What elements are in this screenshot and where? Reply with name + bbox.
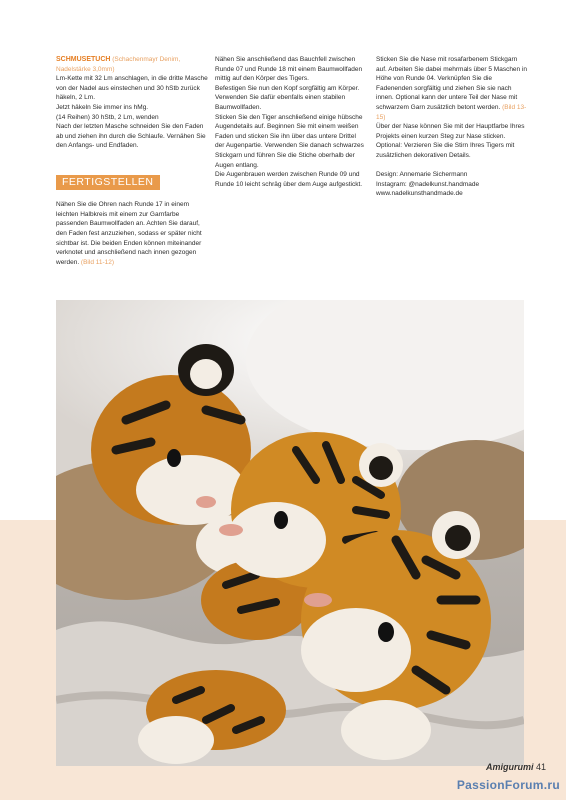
schmusetuch-yarn-note: (Schachenmayr Denim, Nadelstärke 3,0mm) — [56, 56, 181, 73]
ears-instructions: Nähen Sie die Ohren nach Runde 17 in einem leichten Halbkreis mit einem zur Garnfarbe passenden Baumwollfaden an. Achten Sie darauf, den Faden fest anzuziehen, sodass er später nicht sichtbar ist. Die beiden Enden können miteinander verknotet und anschließend nach innen gezogen werden. — [56, 201, 202, 266]
page-footer — [486, 762, 546, 772]
schmusetuch-heading: SCHMUSETUCH — [56, 56, 111, 63]
watermark: PassionForum.ru — [456, 778, 560, 792]
credit-website: www.nadelkunsthandmade.de — [376, 190, 463, 198]
nose-text: Sticken Sie die Nase mit rosafarbenem Stickgarn auf. Arbeiten Sie dabei mehrmals über 5 Maschen in Höhe von Runde 04. Verknüpfen Sie die Fadenenden sorgfältig und ziehen Sie sie nach innen. Optional kann der untere Teil der Nase mit schwarzem Garn zusätzlich betont werden. — [376, 56, 528, 111]
schmusetuch-step-1: Lm-Kette mit 32 Lm anschlagen, in die dritte Masche von der Nadel aus einstechen und 30 hStb zurück häkeln, 2 Lm. — [56, 75, 208, 102]
belly-paragraph: Nähen Sie anschließend das Bauchfell zwischen Runde 07 und Runde 18 mit einem Baumwollfaden mittig auf den Körper des Tigers. — [215, 56, 363, 83]
optional-paragraph: Optional: Verzieren Sie die Stirn Ihres Tigers mit zusätzlichen dekorativen Details. — [376, 142, 515, 159]
schmusetuch-step-3: (14 Reihen) 30 hStb, 2 Lm, wenden — [56, 113, 159, 121]
credit-instagram: Instagram: @nadelkunst.handmade — [376, 180, 480, 188]
text-column-2 — [215, 55, 367, 189]
page-number: 41 — [535, 762, 546, 772]
schmusetuch-step-2: Jetzt häkeln Sie immer ins hMg. — [56, 103, 149, 111]
credit-design: Design: Annemarie Sichermann — [376, 171, 468, 179]
eyes-paragraph: Sticken Sie den Tiger anschließend einige hübsche Augendetails auf. Beginnen Sie mit einem weißen Faden und sticken Sie ihn über das untere Drittel der Augenpartie. Verwenden Sie danach schwarzes Stickgarn und führen Sie die Stiche oberhalb der Augen entlang. — [215, 113, 364, 169]
text-column-1 — [56, 55, 208, 277]
magazine-name: Amigurumi — [485, 762, 534, 772]
schmusetuch-paragraph — [56, 55, 208, 151]
head-paragraph: Befestigen Sie nun den Kopf sorgfältig am Körper. Verwenden Sie dafür ebenfalls einen stabilen Baumwollfaden. — [215, 84, 360, 111]
eyebrows-paragraph: Die Augenbrauen werden zwischen Runde 09 und Runde 10 leicht schräg über dem Auge aufgestickt. — [215, 171, 363, 188]
credits — [376, 170, 528, 199]
figure-ref-11-12: (Bild 11-12) — [79, 258, 115, 266]
nose-paragraph — [376, 55, 528, 122]
bridge-paragraph: Über der Nase können Sie mit der Hauptfarbe Ihres Projekts einen kurzen Steg zur Nase sticken. — [376, 123, 525, 140]
figure-ref-13-15: (Bild 13-15) — [376, 103, 527, 121]
text-column-3 — [376, 55, 528, 199]
tigers-photo — [56, 300, 524, 766]
schmusetuch-step-4: Nach der letzten Masche schneiden Sie den Faden ab und ziehen ihn durch die Schlaufe. Vernähen Sie den Anfangs- und Endfaden. — [56, 123, 206, 150]
fertigstellen-heading: FERTIGSTELLEN — [56, 175, 160, 191]
fertigstellen-paragraph — [56, 200, 208, 267]
